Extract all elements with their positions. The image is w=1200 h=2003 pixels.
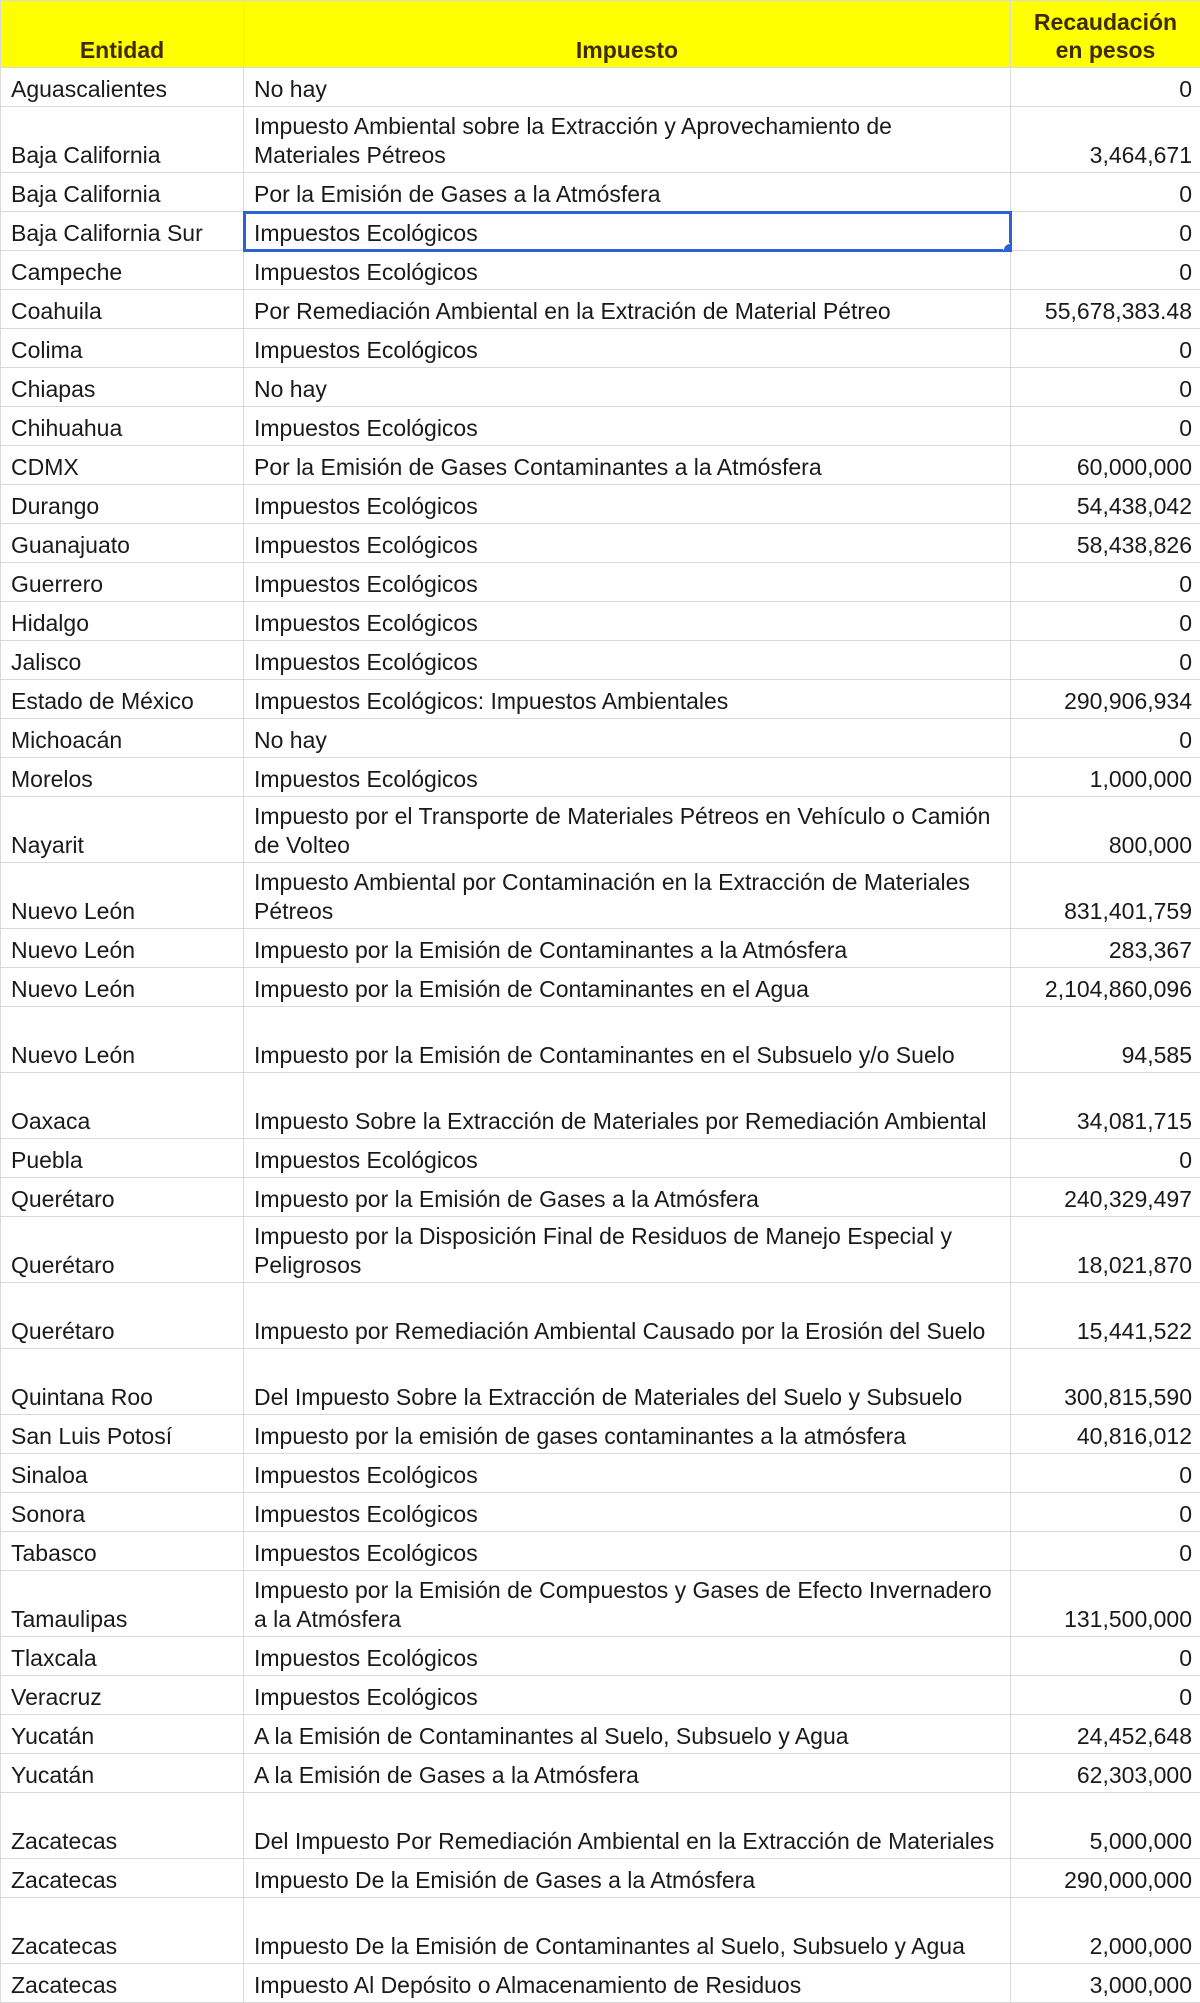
cell-impuesto[interactable]: Impuesto por el Transporte de Materiales Pétreos en Vehículo o Camión de Volteo [244, 797, 1011, 863]
cell-recaudacion[interactable]: 300,815,590 [1011, 1349, 1200, 1415]
table-row [1, 1178, 1200, 1217]
cell-recaudacion[interactable]: 3,464,671 [1011, 107, 1200, 173]
cell-impuesto[interactable]: Impuestos Ecológicos [244, 1454, 1011, 1493]
cell-impuesto[interactable]: Impuesto por la Emisión de Gases a la Atmósfera [244, 1178, 1011, 1217]
cell-recaudacion[interactable]: 0 [1011, 1532, 1200, 1571]
table-row [1, 446, 1200, 485]
cell-entidad[interactable]: Estado de México [1, 680, 244, 719]
cell-impuesto[interactable]: Impuesto De la Emisión de Contaminantes al Suelo, Subsuelo y Agua [244, 1898, 1011, 1964]
cell-entidad[interactable]: Aguascalientes [1, 68, 244, 107]
cell-recaudacion[interactable]: 18,021,870 [1011, 1217, 1200, 1283]
cell-entidad[interactable]: Yucatán [1, 1754, 244, 1793]
cell-recaudacion[interactable]: 94,585 [1011, 1007, 1200, 1073]
cell-entidad[interactable]: Nuevo León [1, 968, 244, 1007]
cell-impuesto[interactable]: Impuestos Ecológicos [244, 563, 1011, 602]
header-recaudacion[interactable] [1011, 1, 1200, 68]
table-row [1, 563, 1200, 602]
cell-recaudacion[interactable]: 0 [1011, 563, 1200, 602]
cell-recaudacion[interactable]: 0 [1011, 1676, 1200, 1715]
cell-entidad[interactable]: Chiapas [1, 368, 244, 407]
cell-impuesto[interactable]: No hay [244, 368, 1011, 407]
table-row [1, 641, 1200, 680]
cell-entidad[interactable]: Querétaro [1, 1283, 244, 1349]
cell-entidad[interactable]: Morelos [1, 758, 244, 797]
cell-impuesto[interactable]: Impuestos Ecológicos [244, 251, 1011, 290]
cell-impuesto[interactable]: Impuestos Ecológicos [244, 1637, 1011, 1676]
cell-recaudacion[interactable]: 283,367 [1011, 929, 1200, 968]
cell-impuesto[interactable]: Impuestos Ecológicos [244, 1532, 1011, 1571]
cell-entidad[interactable]: San Luis Potosí [1, 1415, 244, 1454]
cell-impuesto[interactable]: Impuesto Ambiental por Contaminación en la Extracción de Materiales Pétreos [244, 863, 1011, 929]
cell-recaudacion[interactable]: 0 [1011, 1454, 1200, 1493]
cell-impuesto[interactable]: Por la Emisión de Gases a la Atmósfera [244, 173, 1011, 212]
cell-entidad[interactable]: Quintana Roo [1, 1349, 244, 1415]
table-row [1, 1964, 1200, 2003]
cell-entidad[interactable]: Hidalgo [1, 602, 244, 641]
cell-entidad[interactable]: Baja California [1, 173, 244, 212]
cell-recaudacion[interactable]: 0 [1011, 1139, 1200, 1178]
table-row [1, 1715, 1200, 1754]
cell-entidad[interactable]: Zacatecas [1, 1793, 244, 1859]
table-row [1, 1493, 1200, 1532]
table-row [1, 968, 1200, 1007]
cell-impuesto[interactable]: No hay [244, 68, 1011, 107]
cell-entidad[interactable]: Querétaro [1, 1217, 244, 1283]
cell-impuesto[interactable]: Impuestos Ecológicos [244, 1493, 1011, 1532]
cell-entidad[interactable]: Tlaxcala [1, 1637, 244, 1676]
cell-impuesto[interactable]: Impuesto por Remediación Ambiental Causado por la Erosión del Suelo [244, 1283, 1011, 1349]
cell-impuesto[interactable]: Del Impuesto Sobre la Extracción de Materiales del Suelo y Subsuelo [244, 1349, 1011, 1415]
cell-impuesto[interactable]: Por Remediación Ambiental en la Extración de Material Pétreo [244, 290, 1011, 329]
fill-handle[interactable] [1003, 243, 1011, 251]
header-entidad[interactable]: Entidad [1, 1, 244, 68]
cell-entidad[interactable]: Zacatecas [1, 1964, 244, 2003]
cell-recaudacion[interactable]: 0 [1011, 68, 1200, 107]
cell-entidad[interactable]: Baja California Sur [1, 212, 244, 251]
cell-recaudacion[interactable]: 15,441,522 [1011, 1283, 1200, 1349]
cell-recaudacion[interactable]: 290,000,000 [1011, 1859, 1200, 1898]
table-row [1, 1007, 1200, 1073]
table-row [1, 602, 1200, 641]
cell-impuesto[interactable]: Impuesto por la Emisión de Contaminantes en el Subsuelo y/o Suelo [244, 1007, 1011, 1073]
cell-impuesto[interactable]: Impuestos Ecológicos [244, 1139, 1011, 1178]
table-row [1, 251, 1200, 290]
cell-recaudacion[interactable]: 0 [1011, 602, 1200, 641]
cell-impuesto[interactable]: Por la Emisión de Gases Contaminantes a la Atmósfera [244, 446, 1011, 485]
table-row [1, 1754, 1200, 1793]
cell-entidad[interactable]: Durango [1, 485, 244, 524]
cell-entidad[interactable]: Tabasco [1, 1532, 244, 1571]
cell-recaudacion[interactable]: 40,816,012 [1011, 1415, 1200, 1454]
cell-entidad[interactable]: Chihuahua [1, 407, 244, 446]
cell-impuesto[interactable]: Impuesto por la Emisión de Contaminantes a la Atmósfera [244, 929, 1011, 968]
cell-entidad[interactable]: Nuevo León [1, 1007, 244, 1073]
table-row [1, 1859, 1200, 1898]
table-row [1, 212, 1200, 251]
table-row [1, 1415, 1200, 1454]
cell-entidad[interactable]: CDMX [1, 446, 244, 485]
cell-impuesto[interactable]: Impuestos Ecológicos [244, 602, 1011, 641]
cell-entidad[interactable]: Oaxaca [1, 1073, 244, 1139]
cell-recaudacion[interactable]: 1,000,000 [1011, 758, 1200, 797]
cell-recaudacion[interactable]: 290,906,934 [1011, 680, 1200, 719]
cell-impuesto[interactable]: Impuesto Ambiental sobre la Extracción y Aprovechamiento de Materiales Pétreos [244, 107, 1011, 173]
cell-recaudacion[interactable]: 2,000,000 [1011, 1898, 1200, 1964]
table-row [1, 758, 1200, 797]
table-row [1, 1898, 1200, 1964]
cell-impuesto[interactable]: Impuestos Ecológicos [244, 407, 1011, 446]
cell-recaudacion[interactable]: 131,500,000 [1011, 1571, 1200, 1637]
cell-recaudacion[interactable]: 0 [1011, 173, 1200, 212]
table-row [1, 1349, 1200, 1415]
cell-recaudacion[interactable]: 0 [1011, 329, 1200, 368]
cell-recaudacion[interactable]: 5,000,000 [1011, 1793, 1200, 1859]
cell-entidad[interactable]: Guerrero [1, 563, 244, 602]
cell-recaudacion[interactable]: 2,104,860,096 [1011, 968, 1200, 1007]
cell-recaudacion[interactable]: 0 [1011, 368, 1200, 407]
table-row [1, 290, 1200, 329]
cell-impuesto[interactable]: Impuesto Sobre la Extracción de Materiales por Remediación Ambiental [244, 1073, 1011, 1139]
table-row [1, 680, 1200, 719]
cell-recaudacion[interactable]: 800,000 [1011, 797, 1200, 863]
cell-impuesto[interactable]: Impuesto Al Depósito o Almacenamiento de Residuos [244, 1964, 1011, 2003]
cell-recaudacion[interactable]: 0 [1011, 407, 1200, 446]
cell-impuesto[interactable]: Impuestos Ecológicos: Impuestos Ambientales [244, 680, 1011, 719]
cell-entidad[interactable]: Sinaloa [1, 1454, 244, 1493]
header-impuesto[interactable]: Impuesto [244, 1, 1011, 68]
cell-impuesto[interactable]: Impuesto por la Emisión de Compuestos y Gases de Efecto Invernadero a la Atmósfera [244, 1571, 1011, 1637]
cell-entidad[interactable]: Jalisco [1, 641, 244, 680]
cell-entidad[interactable]: Nuevo León [1, 929, 244, 968]
cell-impuesto[interactable]: Impuestos Ecológicos [244, 524, 1011, 563]
cell-recaudacion[interactable]: 34,081,715 [1011, 1073, 1200, 1139]
cell-impuesto[interactable]: Del Impuesto Por Remediación Ambiental en la Extracción de Materiales [244, 1793, 1011, 1859]
cell-entidad[interactable]: Nuevo León [1, 863, 244, 929]
table-row [1, 797, 1200, 863]
cell-entidad[interactable]: Michoacán [1, 719, 244, 758]
table-row [1, 1283, 1200, 1349]
cell-recaudacion[interactable]: 3,000,000 [1011, 1964, 1200, 2003]
cell-entidad[interactable]: Coahuila [1, 290, 244, 329]
cell-impuesto[interactable]: Impuestos Ecológicos [244, 641, 1011, 680]
table-row [1, 107, 1200, 173]
cell-impuesto[interactable]: Impuesto por la emisión de gases contaminantes a la atmósfera [244, 1415, 1011, 1454]
cell-entidad[interactable]: Sonora [1, 1493, 244, 1532]
table-row [1, 368, 1200, 407]
cell-recaudacion[interactable]: 0 [1011, 212, 1200, 251]
table-row [1, 329, 1200, 368]
cell-entidad[interactable]: Colima [1, 329, 244, 368]
cell-impuesto[interactable]: Impuesto De la Emisión de Gases a la Atmósfera [244, 1859, 1011, 1898]
table-row [1, 1532, 1200, 1571]
cell-entidad[interactable]: Zacatecas [1, 1898, 244, 1964]
cell-recaudacion[interactable]: 831,401,759 [1011, 863, 1200, 929]
cell-recaudacion[interactable]: 0 [1011, 641, 1200, 680]
table-row [1, 524, 1200, 563]
cell-recaudacion[interactable]: 0 [1011, 1493, 1200, 1532]
cell-impuesto[interactable]: No hay [244, 719, 1011, 758]
header-recaudacion-line1: Recaudación [1017, 8, 1194, 36]
table-row [1, 1217, 1200, 1283]
cell-recaudacion[interactable]: 54,438,042 [1011, 485, 1200, 524]
cell-entidad[interactable]: Veracruz [1, 1676, 244, 1715]
table-row [1, 173, 1200, 212]
cell-impuesto[interactable]: A la Emisión de Contaminantes al Suelo, Subsuelo y Agua [244, 1715, 1011, 1754]
cell-recaudacion[interactable]: 58,438,826 [1011, 524, 1200, 563]
cell-entidad[interactable]: Querétaro [1, 1178, 244, 1217]
table-row [1, 929, 1200, 968]
cell-recaudacion[interactable]: 55,678,383.48 [1011, 290, 1200, 329]
selected-cell[interactable]: Impuestos Ecológicos [244, 212, 1011, 251]
table-row [1, 1454, 1200, 1493]
cell-entidad[interactable]: Campeche [1, 251, 244, 290]
table-row [1, 863, 1200, 929]
table-row [1, 1571, 1200, 1637]
table-row [1, 485, 1200, 524]
cell-impuesto[interactable]: A la Emisión de Gases a la Atmósfera [244, 1754, 1011, 1793]
cell-impuesto[interactable]: Impuestos Ecológicos [244, 758, 1011, 797]
table-row [1, 1073, 1200, 1139]
header-recaudacion-line2: en pesos [1017, 36, 1194, 64]
cell-recaudacion[interactable]: 0 [1011, 719, 1200, 758]
table-body [1, 68, 1200, 2003]
cell-entidad[interactable]: Nayarit [1, 797, 244, 863]
table-row [1, 1793, 1200, 1859]
cell-entidad[interactable]: Zacatecas [1, 1859, 244, 1898]
cell-recaudacion[interactable]: 24,452,648 [1011, 1715, 1200, 1754]
table-row [1, 1637, 1200, 1676]
cell-impuesto[interactable]: Impuesto por la Emisión de Contaminantes en el Agua [244, 968, 1011, 1007]
cell-entidad[interactable]: Tamaulipas [1, 1571, 244, 1637]
cell-entidad[interactable]: Puebla [1, 1139, 244, 1178]
cell-recaudacion[interactable]: 0 [1011, 1637, 1200, 1676]
cell-impuesto[interactable]: Impuestos Ecológicos [244, 1676, 1011, 1715]
cell-recaudacion[interactable]: 60,000,000 [1011, 446, 1200, 485]
cell-impuesto[interactable]: Impuestos Ecológicos [244, 485, 1011, 524]
cell-entidad[interactable]: Guanajuato [1, 524, 244, 563]
cell-recaudacion[interactable]: 62,303,000 [1011, 1754, 1200, 1793]
table-row [1, 1139, 1200, 1178]
table-row [1, 407, 1200, 446]
table-row [1, 719, 1200, 758]
cell-impuesto[interactable]: Impuesto por la Disposición Final de Residuos de Manejo Especial y Peligrosos [244, 1217, 1011, 1283]
table-row [1, 1676, 1200, 1715]
cell-entidad[interactable]: Yucatán [1, 1715, 244, 1754]
table-row [1, 68, 1200, 107]
cell-entidad[interactable]: Baja California [1, 107, 244, 173]
header-row [1, 1, 1200, 68]
cell-recaudacion[interactable]: 0 [1011, 251, 1200, 290]
cell-impuesto[interactable]: Impuestos Ecológicos [244, 329, 1011, 368]
cell-recaudacion[interactable]: 240,329,497 [1011, 1178, 1200, 1217]
